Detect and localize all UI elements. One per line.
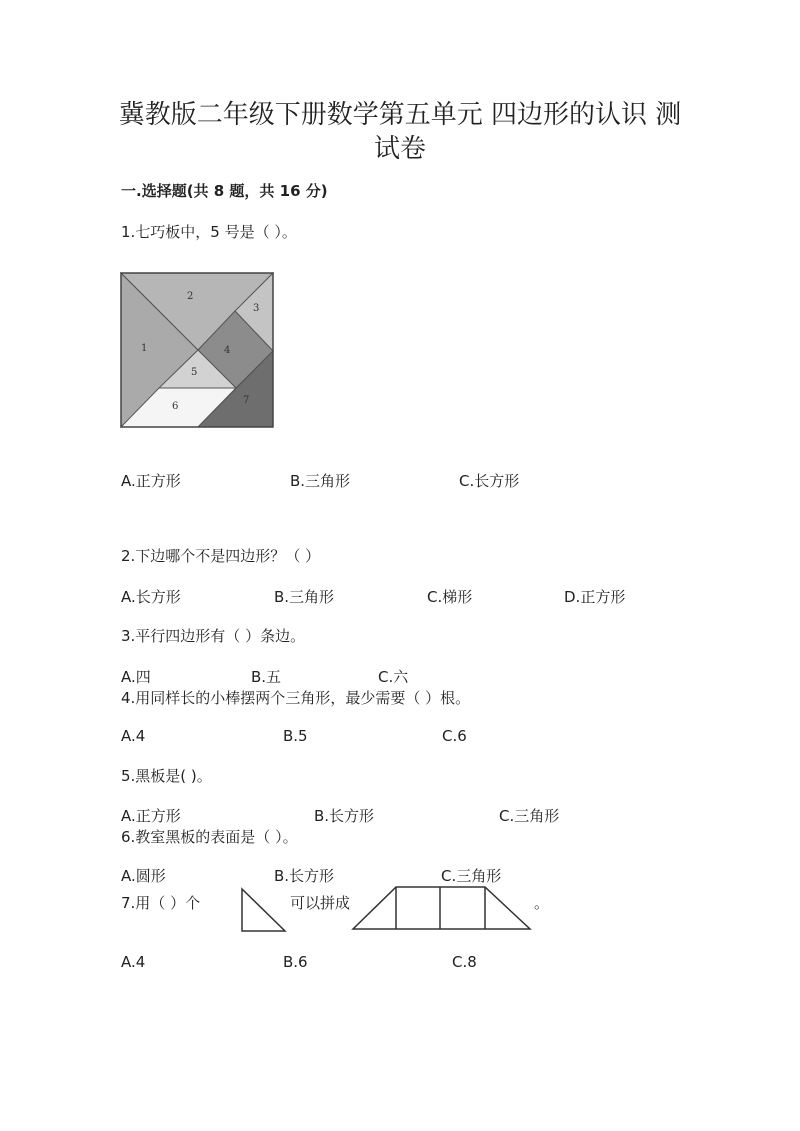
question-3-option-a[interactable]: A.四	[121, 668, 151, 686]
tangram-label-5: 5	[191, 367, 198, 378]
tangram-figure	[121, 273, 276, 429]
question-5-option-a[interactable]: A.正方形	[121, 807, 181, 825]
question-7-stem-part-1: 7.用（ ）个	[121, 894, 201, 912]
question-7-option-b[interactable]: B.6	[283, 953, 308, 971]
question-4-option-b[interactable]: B.5	[283, 727, 308, 745]
question-1-option-a[interactable]: A.正方形	[121, 472, 181, 490]
question-3-stem: 3.平行四边形有（ ）条边。	[121, 627, 306, 645]
question-6-option-b[interactable]: B.长方形	[274, 867, 335, 885]
tangram-label-7: 7	[243, 395, 250, 406]
tangram-label-2: 2	[187, 291, 194, 302]
tangram-label-6: 6	[172, 401, 179, 412]
question-4-option-c[interactable]: C.6	[442, 727, 467, 745]
question-4-stem: 4.用同样长的小棒摆两个三角形，最少需要（ ）根。	[121, 689, 471, 707]
question-7-stem-part-2: 可以拼成	[290, 894, 351, 912]
question-5-option-c[interactable]: C.三角形	[499, 807, 560, 825]
right-triangle-figure	[241, 888, 287, 933]
question-7-option-c[interactable]: C.8	[452, 953, 477, 971]
question-5-stem: 5.黑板是( )。	[121, 767, 212, 785]
question-6-option-c[interactable]: C.三角形	[441, 867, 502, 885]
question-6-stem: 6.教室黑板的表面是（ ）。	[121, 828, 298, 846]
question-6-option-a[interactable]: A.圆形	[121, 867, 166, 885]
question-4-option-a[interactable]: A.4	[121, 727, 146, 745]
question-2-stem: 2.下边哪个不是四边形？（ ）	[121, 547, 321, 565]
question-2-option-c[interactable]: C.梯形	[427, 588, 473, 606]
tangram-label-1: 1	[141, 343, 148, 354]
question-2-option-a[interactable]: A.长方形	[121, 588, 181, 606]
trapezoid-figure	[352, 886, 534, 931]
question-2-option-d[interactable]: D.正方形	[564, 588, 626, 606]
tangram-label-4: 4	[224, 345, 231, 356]
question-1-stem: 1.七巧板中，5 号是（ ）。	[121, 223, 297, 241]
tangram-label-3: 3	[253, 303, 260, 314]
question-2-option-b[interactable]: B.三角形	[274, 588, 335, 606]
question-3-option-c[interactable]: C.六	[378, 668, 409, 686]
question-7-option-a[interactable]: A.4	[121, 953, 146, 971]
section-heading: 一.选择题(共 8 题，共 16 分)	[121, 182, 328, 200]
page-title-continued: 试卷	[373, 134, 426, 164]
question-1-option-c[interactable]: C.长方形	[459, 472, 520, 490]
question-7-stem-part-3: 。	[534, 894, 550, 912]
page-title: 冀教版二年级下册数学第五单元 四边形的认识 测	[118, 100, 682, 130]
question-5-option-b[interactable]: B.长方形	[314, 807, 375, 825]
question-1-option-b[interactable]: B.三角形	[290, 472, 351, 490]
question-3-option-b[interactable]: B.五	[251, 668, 282, 686]
